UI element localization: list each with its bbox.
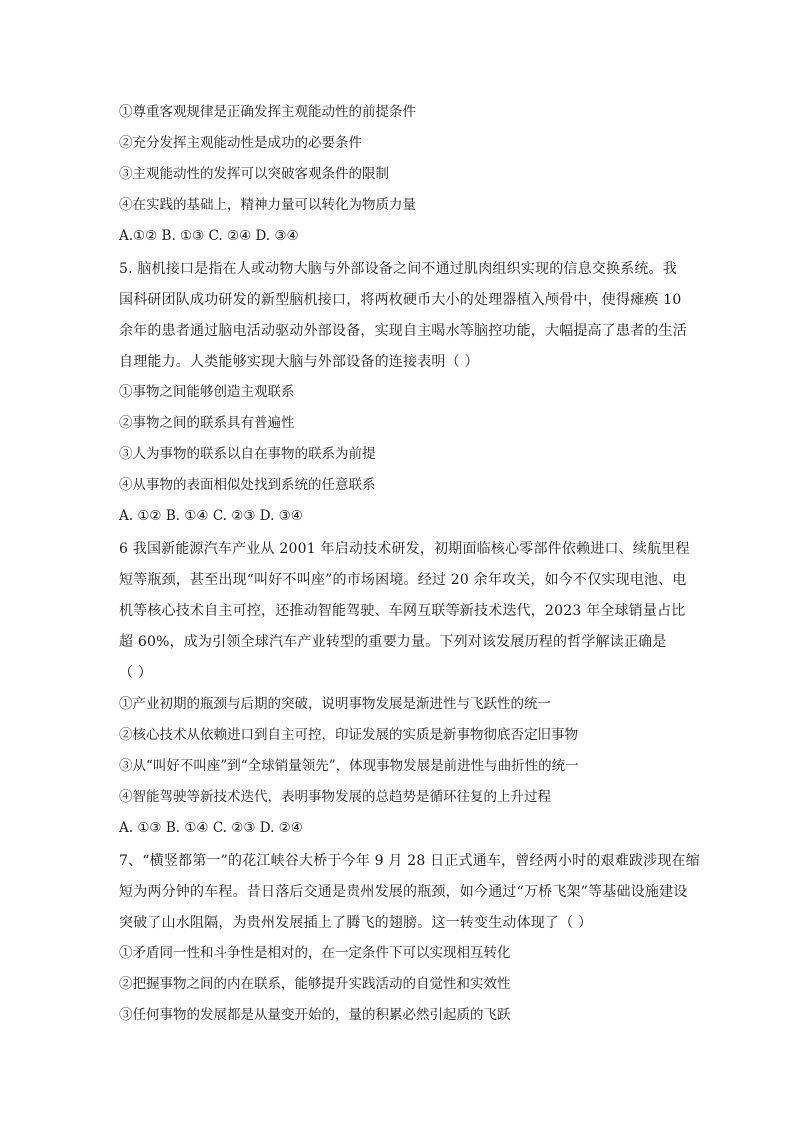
q7-option-2: ②把握事物之间的内在联系，能够提升实践活动的自觉性和实效性 <box>119 976 511 992</box>
q6-answer-choices: A. ①③ B. ①④ C. ②③ D. ②④ <box>119 820 303 836</box>
q4-option-4: ④在实践的基础上，精神力量可以转化为物质力量 <box>119 197 416 213</box>
q7-stem-line-3: 突破了山水阻隔，为贵州发展插上了腾飞的翅膀。这一转变生动体现了（ ） <box>119 915 593 931</box>
q6-option-2: ②核心技术从依赖进口到自主可控，印证发展的实质是新事物彻底否定旧事物 <box>119 727 578 743</box>
q4-answer-choices: A.①② B. ①③ C. ②④ D. ③④ <box>119 228 299 244</box>
q7-option-3: ③任何事物的发展都是从量变开始的，量的积累必然引起质的飞跃 <box>119 1007 511 1023</box>
q5-option-2: ②事物之间的联系具有普遍性 <box>119 415 295 431</box>
q4-option-1: ①尊重客观规律是正确发挥主观能动性的前提条件 <box>119 104 416 120</box>
q5-stem-line-4: 自理能力。人类能够实现大脑与外部设备的连接表明（ ） <box>119 354 479 370</box>
q6-stem-line-5: （ ） <box>119 665 153 681</box>
q6-option-3: ③从“叫好不叫座”到“全球销量领先”，体现事物发展是前进性与曲折性的统一 <box>119 758 579 774</box>
q4-option-2: ②充分发挥主观能动性是成功的必要条件 <box>119 135 362 151</box>
q5-stem-line-2: 国科研团队成功研发的新型脑机接口，将两枚硬币大小的处理器植入颅骨中，使得瘫痪 10 <box>119 292 682 308</box>
q6-option-4: ④智能驾驶等新技术迭代，表明事物发展的总趋势是循环往复的上升过程 <box>119 789 551 805</box>
q6-stem-line-3: 机等核心技术自主可控，还推动智能驾驶、车网互联等新技术迭代，2023 年全球销量占比 <box>119 603 686 619</box>
q7-stem-line-1: 7、“横竖都第一”的花江峡谷大桥于今年 9 月 28 日正式通车，曾经两小时的艰难跋涉现在缩 <box>119 853 700 869</box>
q7-option-1: ①矛盾同一性和斗争性是相对的，在一定条件下可以实现相互转化 <box>119 945 511 961</box>
q6-stem-line-4: 超 60%，成为引领全球汽车产业转型的重要力量。下列对该发展历程的哲学解读正确是 <box>119 634 667 650</box>
q5-option-3: ③人为事物的联系以自在事物的联系为前提 <box>119 446 376 462</box>
q5-answer-choices: A. ①② B. ①④ C. ②③ D. ③④ <box>119 508 303 524</box>
q5-stem-line-3: 余年的患者通过脑电活动驱动外部设备，实现自主喝水等脑控功能，大幅提高了患者的生活 <box>119 323 687 339</box>
q6-stem-line-2: 短等瓶颈，甚至出现“叫好不叫座”的市场困境。经过 20 余年攻关，如今不仅实现电池、电 <box>119 572 687 588</box>
q5-option-1: ①事物之间能够创造主观联系 <box>119 384 295 400</box>
q7-stem-line-2: 短为两分钟的车程。昔日落后交通是贵州发展的瓶颈，如今通过“万桥飞架”等基础设施建设 <box>119 884 688 900</box>
q6-option-1: ①产业初期的瓶颈与后期的突破，说明事物发展是渐进性与飞跃性的统一 <box>119 696 551 712</box>
q6-stem-line-1: 6 我国新能源汽车产业从 2001 年启动技术研发，初期面临核心零部件依赖进口、续航里程 <box>119 541 690 557</box>
q5-option-4: ④从事物的表面相似处找到系统的任意联系 <box>119 477 376 493</box>
q4-option-3: ③主观能动性的发挥可以突破客观条件的限制 <box>119 166 389 182</box>
q5-stem-line-1: 5. 脑机接口是指在人或动物大脑与外部设备之间不通过肌肉组织实现的信息交换系统。我 <box>119 261 678 277</box>
